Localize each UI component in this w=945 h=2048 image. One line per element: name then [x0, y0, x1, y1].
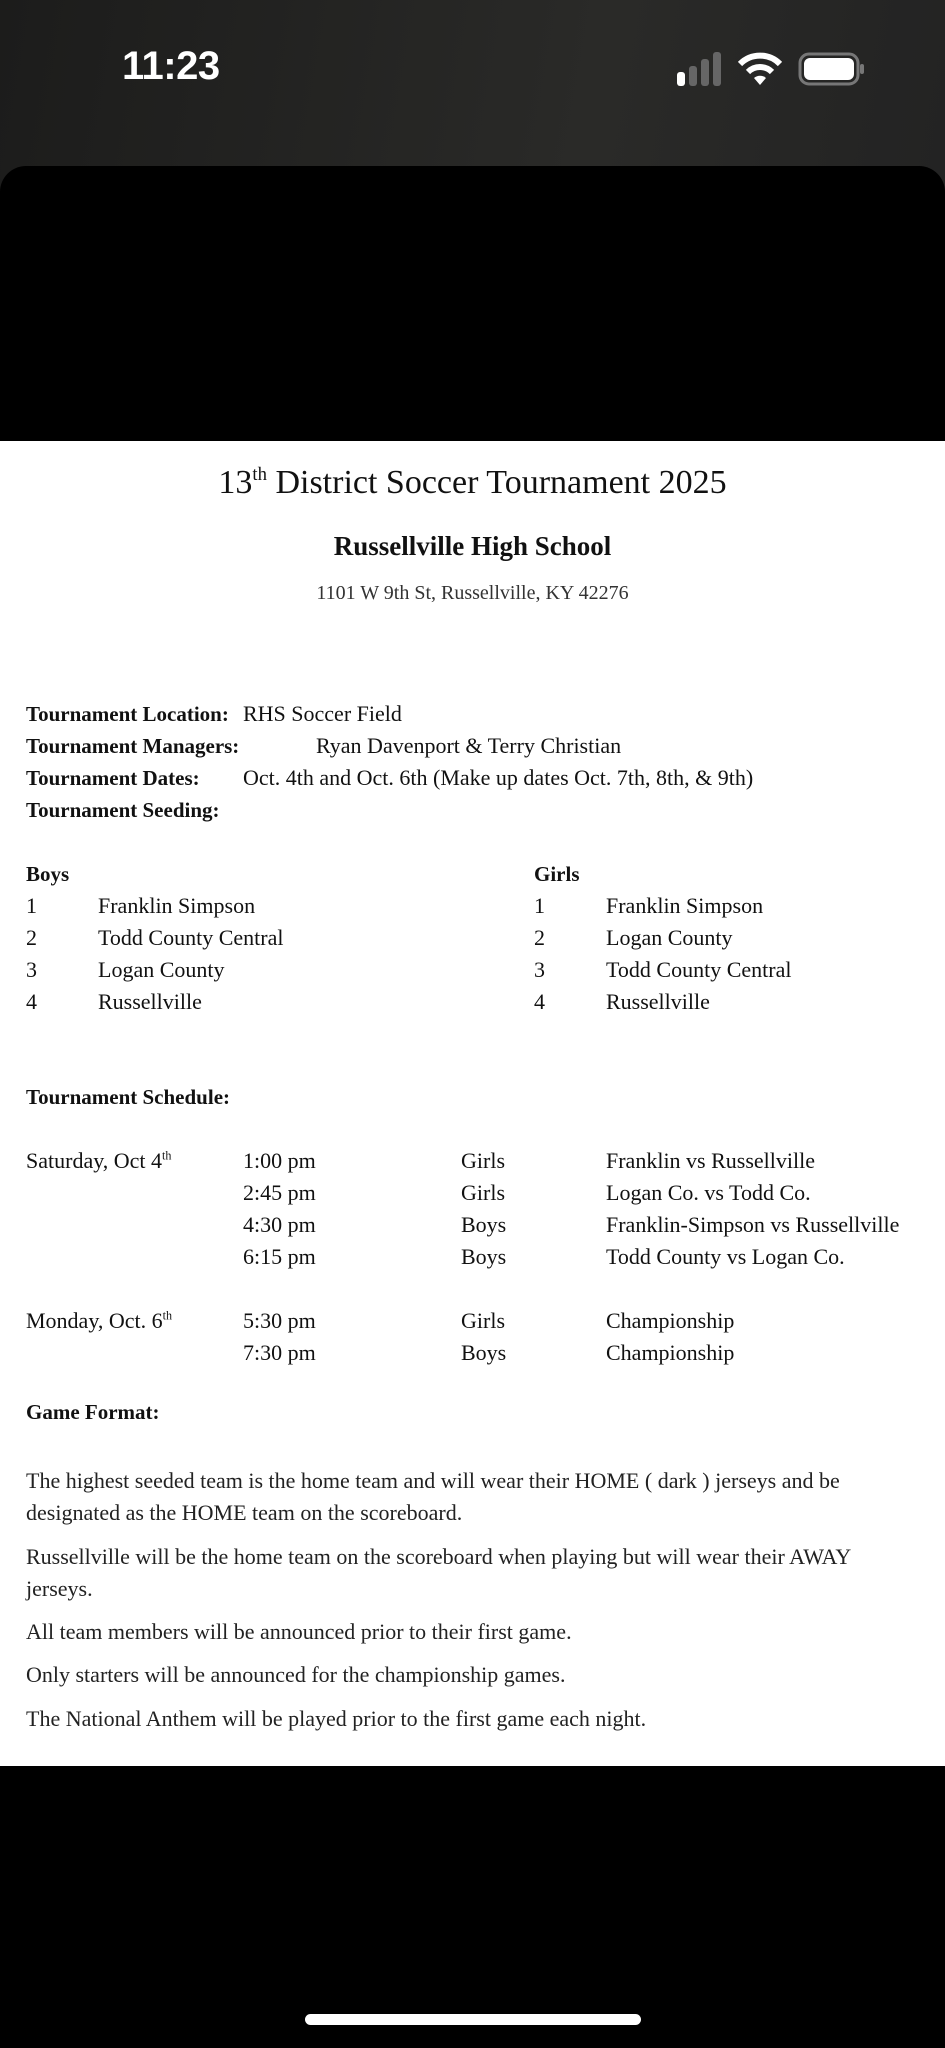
game-gender: Boys — [461, 1340, 507, 1365]
boys-seed-team: Logan County — [98, 957, 225, 982]
info-label: Tournament Managers: — [26, 734, 240, 758]
game-gender: Girls — [461, 1308, 505, 1333]
schedule-day: Saturday, Oct 4th — [26, 1148, 172, 1173]
game-matchup: Todd County vs Logan Co. — [606, 1244, 845, 1269]
info-label: Tournament Dates: — [26, 766, 200, 790]
game-time: 6:15 pm — [243, 1244, 316, 1269]
format-rule-text: Russellville will be the home team on the scoreboard when playing but will wear their AWAY — [26, 1544, 852, 1569]
game-time: 4:30 pm — [243, 1212, 316, 1237]
format-rule-text: jerseys. — [26, 1576, 93, 1601]
home-indicator[interactable] — [305, 2014, 641, 2025]
game-gender: Girls — [461, 1180, 505, 1205]
game-matchup: Franklin vs Russellville — [606, 1148, 815, 1173]
girls-seed-team: Todd County Central — [606, 957, 792, 982]
game-matchup: Championship — [606, 1308, 735, 1333]
girls-seed-number: 3 — [534, 957, 545, 982]
format-heading: Game Format: — [26, 1400, 160, 1424]
boys-seed-number: 3 — [26, 957, 37, 982]
school-address: 1101 W 9th St, Russellville, KY 42276 — [316, 582, 629, 604]
game-time: 2:45 pm — [243, 1180, 316, 1205]
game-time: 7:30 pm — [243, 1340, 316, 1365]
boys-seed-number: 1 — [26, 893, 37, 918]
game-matchup: Franklin-Simpson vs Russellville — [606, 1212, 900, 1237]
schedule-heading: Tournament Schedule: — [26, 1085, 231, 1109]
boys-seed-team: Russellville — [98, 989, 202, 1014]
boys-seed-number: 4 — [26, 989, 37, 1014]
info-label: Tournament Location: — [26, 702, 229, 726]
girls-seed-number: 4 — [534, 989, 545, 1014]
status-time: 11:23 — [122, 44, 220, 88]
format-rule-text: The National Anthem will be played prior to the first game each night. — [26, 1706, 647, 1731]
info-label: Tournament Seeding: — [26, 798, 220, 822]
game-time: 1:00 pm — [243, 1148, 316, 1173]
girls-seed-team: Logan County — [606, 925, 733, 950]
info-value: Oct. 4th and Oct. 6th (Make up dates Oct. 7th, 8th, & 9th) — [243, 765, 754, 790]
game-gender: Boys — [461, 1244, 507, 1269]
girls-heading: Girls — [534, 862, 580, 886]
girls-seed-team: Franklin Simpson — [606, 893, 764, 918]
boys-heading: Boys — [26, 862, 70, 886]
school-name: Russellville High School — [333, 531, 612, 561]
format-rule-text: The highest seeded team is the home team and will wear their HOME ( dark ) jerseys and be — [26, 1468, 840, 1493]
game-gender: Boys — [461, 1212, 507, 1237]
boys-seed-number: 2 — [26, 925, 37, 950]
girls-seed-number: 1 — [534, 893, 545, 918]
girls-seed-team: Russellville — [606, 989, 710, 1014]
format-rule-text: designated as the HOME team on the scoreboard. — [26, 1500, 463, 1525]
redacted-header-panel — [0, 166, 945, 456]
schedule-day: Monday, Oct. 6th — [26, 1308, 173, 1333]
boys-seed-team: Todd County Central — [98, 925, 284, 950]
document-title: 13th District Soccer Tournament 2025 — [218, 463, 727, 501]
boys-seed-team: Franklin Simpson — [98, 893, 256, 918]
battery-icon — [798, 52, 866, 86]
signal-icon — [677, 52, 727, 86]
game-time: 5:30 pm — [243, 1308, 316, 1333]
girls-seed-number: 2 — [534, 925, 545, 950]
document-page — [0, 441, 945, 1766]
info-value: Ryan Davenport & Terry Christian — [316, 733, 622, 758]
info-value: RHS Soccer Field — [243, 701, 402, 726]
game-gender: Girls — [461, 1148, 505, 1173]
format-rule-text: All team members will be announced prior to their first game. — [26, 1619, 572, 1644]
format-rule-text: Only starters will be announced for the championship games. — [26, 1662, 566, 1687]
game-matchup: Championship — [606, 1340, 735, 1365]
wifi-icon — [738, 52, 782, 86]
game-matchup: Logan Co. vs Todd Co. — [606, 1180, 811, 1205]
